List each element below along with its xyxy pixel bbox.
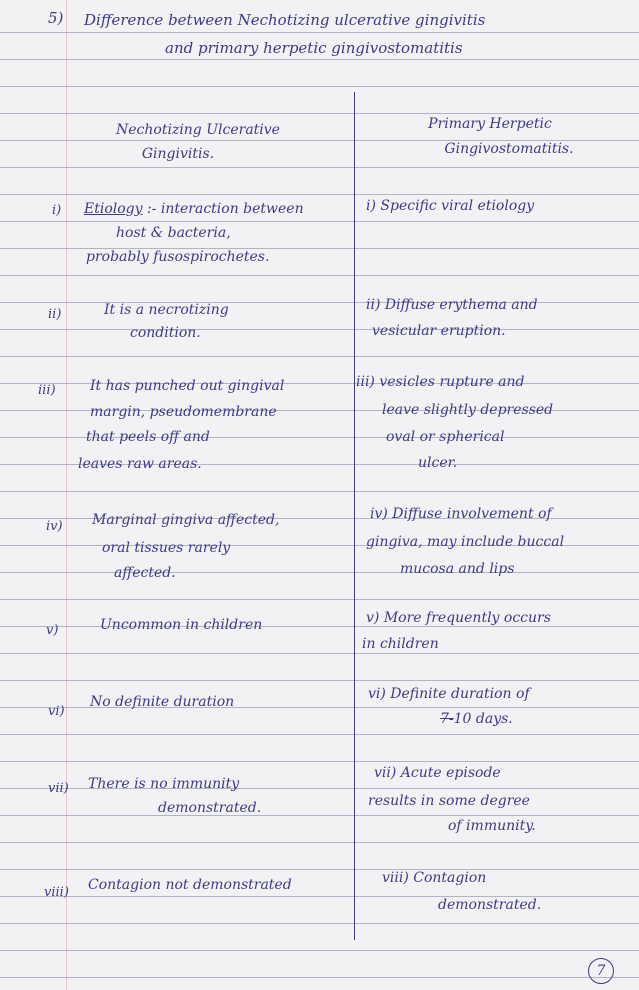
etiology-text: :- interaction between: [146, 201, 304, 217]
row-left-line: Uncommon in children: [100, 617, 263, 633]
margin-line: [66, 0, 67, 990]
row-right-line: results in some degree: [368, 793, 530, 809]
question-number: 5): [48, 9, 64, 27]
title-line-2: and primary herpetic gingivostomatitis: [165, 39, 463, 57]
row-number: iv): [46, 519, 63, 534]
row-left-line: leaves raw areas.: [78, 456, 202, 472]
row-right-line: ulcer.: [418, 455, 458, 471]
row-left-line: that peels off and: [86, 429, 210, 445]
row-right-line: gingiva, may include buccal: [366, 534, 565, 550]
row-right-line: ii) Diffuse erythema and: [366, 297, 538, 313]
struck-duration: 7-: [440, 711, 454, 727]
row-number: vii): [48, 781, 69, 796]
row-left-line: affected.: [114, 565, 176, 581]
row-left-line: probably fusospirochetes.: [86, 249, 270, 265]
left-header-line-2: Gingivitis.: [141, 146, 215, 162]
row-number: vi): [48, 704, 65, 719]
row-right-line: vesicular eruption.: [372, 323, 506, 339]
row-right-line: v) More frequently occurs: [366, 610, 551, 626]
title-line-1: Difference between Nechotizing ulcerative gingivitis: [84, 11, 486, 29]
column-divider: [354, 92, 355, 940]
row-right-line: vi) Definite duration of: [368, 686, 530, 702]
right-header-line-2: Gingivostomatitis.: [444, 141, 574, 157]
page-number: 7: [588, 958, 614, 984]
row-number: viii): [44, 885, 69, 900]
row-right-line: leave slightly depressed: [382, 402, 554, 418]
row-number: ii): [48, 307, 62, 322]
row-number: i): [52, 203, 62, 218]
row-number: iii): [38, 383, 56, 398]
row-right-line: iii) vesicles rupture and: [356, 374, 525, 390]
duration-value: 10 days.: [453, 711, 513, 727]
row-right-line: [440, 707, 513, 732]
row-left-line: host & bacteria,: [116, 225, 231, 241]
row-left-line: It has punched out gingival: [90, 378, 285, 394]
row-right-line: in children: [362, 636, 439, 652]
row-right-line: of immunity.: [448, 818, 536, 834]
right-header-line-1: Primary Herpetic: [428, 116, 552, 132]
row-left-line: No definite duration: [90, 694, 235, 710]
etiology-label: Etiology: [84, 201, 143, 217]
row-left-line: It is a necrotizing: [104, 302, 229, 318]
row-left-line: condition.: [130, 325, 201, 341]
row-left-line: Contagion not demonstrated: [88, 877, 292, 893]
row-right-line: oval or spherical: [386, 429, 505, 445]
left-header-line-1: Nechotizing Ulcerative: [116, 122, 280, 138]
row-right-line: i) Specific viral etiology: [366, 198, 535, 214]
row-right-line: vii) Acute episode: [374, 765, 501, 781]
row-right-line: iv) Diffuse involvement of: [370, 506, 552, 522]
row-left-lead: [84, 197, 304, 222]
row-left-line: oral tissues rarely: [102, 540, 231, 556]
row-right-line: demonstrated.: [438, 897, 542, 913]
row-right-line: viii) Contagion: [382, 870, 487, 886]
row-left-line: demonstrated.: [158, 800, 262, 816]
row-left-line: There is no immunity: [88, 776, 240, 792]
row-right-line: mucosa and lips: [400, 561, 515, 577]
row-left-line: Marginal gingiva affected,: [92, 512, 280, 528]
row-number: v): [46, 623, 59, 638]
row-left-line: margin, pseudomembrane: [90, 404, 277, 420]
